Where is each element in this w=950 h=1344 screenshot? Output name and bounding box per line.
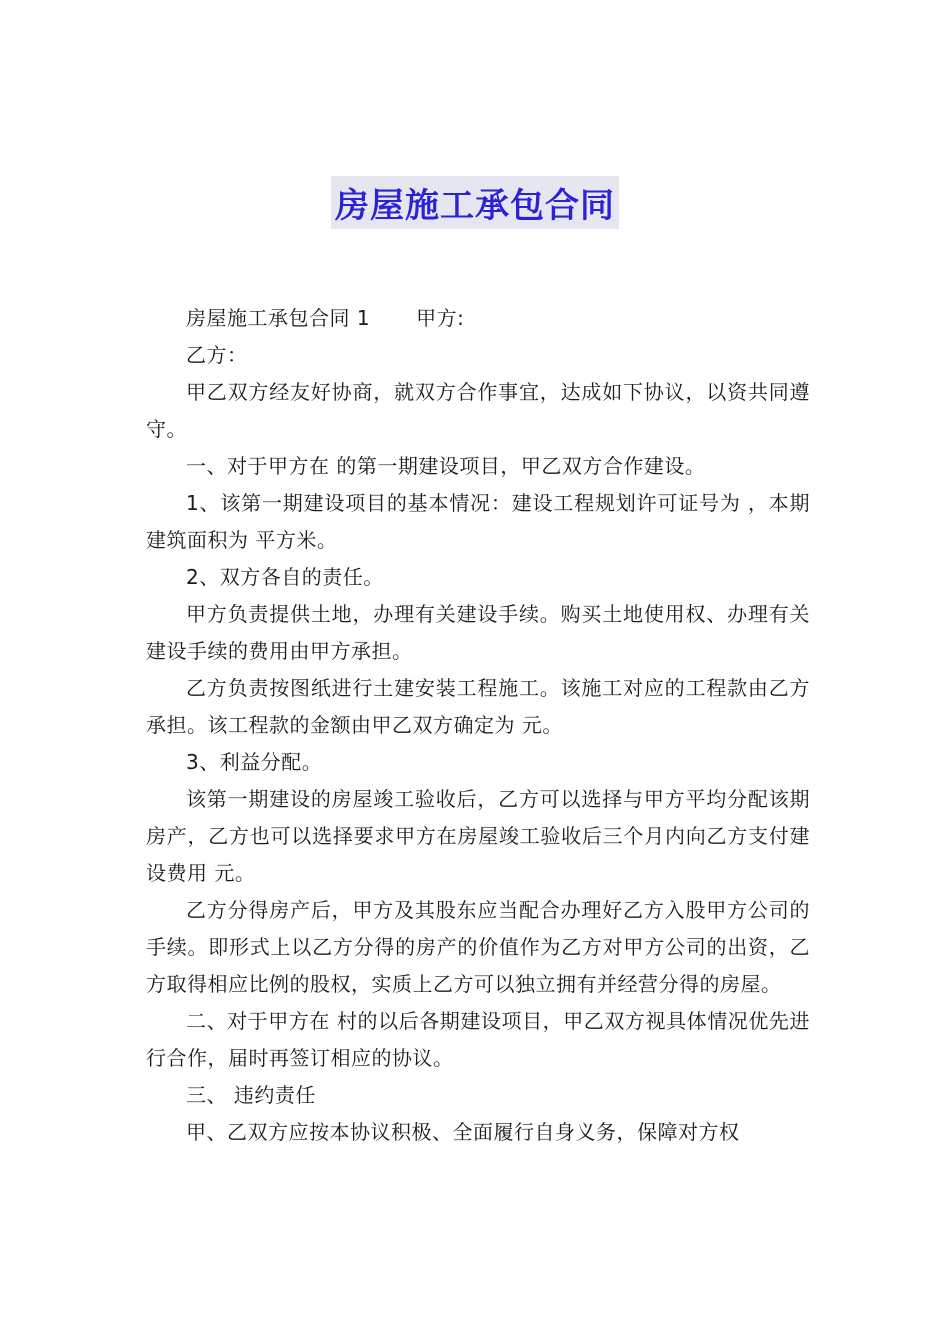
title-container (0, 176, 950, 229)
party-b-label: 乙方： (186, 343, 248, 367)
paragraph-header (146, 300, 810, 337)
paragraph: 该第一期建设的房屋竣工验收后，乙方可以选择与甲方平均分配该期房产，乙方也可以选择要求甲方在房屋竣工验收后三个月内向乙方支付建设费用 元。 (146, 787, 810, 885)
paragraph: 甲、乙双方应按本协议积极、全面履行自身义务，保障对方权 (186, 1120, 740, 1144)
party-a-label: 甲方: (416, 306, 465, 330)
section-heading: 一、对于甲方在 的第一期建设项目，甲乙双方合作建设。 (186, 454, 706, 478)
paragraph: 乙方负责按图纸进行土建安装工程施工。该施工对应的工程款由乙方承担。该工程款的金额由甲乙双方确定为 元。 (146, 676, 810, 737)
paragraph: 1、该第一期建设项目的基本情况：建设工程规划许可证号为 ，本期建筑面积为 平方米。 (146, 491, 810, 552)
paragraph: 甲乙双方经友好协商，就双方合作事宜，达成如下协议，以资共同遵守。 (146, 380, 810, 441)
paragraph: 二、对于甲方在 村的以后各期建设项目，甲乙双方视具体情况优先进行合作，届时再签订相应的协议。 (146, 1009, 810, 1070)
paragraph: 甲方负责提供土地，办理有关建设手续。购买土地使用权、办理有关建设手续的费用由甲方承担。 (146, 602, 810, 663)
paragraph: 乙方分得房产后，甲方及其股东应当配合办理好乙方入股甲方公司的手续。即形式上以乙方分得的房产的价值作为乙方对甲方公司的出资，乙方取得相应比例的股权，实质上乙方可以独立拥有并经营分得的房屋。 (146, 898, 810, 996)
section-heading: 三、 违约责任 (186, 1083, 316, 1107)
contract-subtitle: 房屋施工承包合同 1 (186, 306, 371, 330)
document-body (146, 300, 810, 1151)
section-heading: 3、利益分配。 (186, 750, 323, 774)
document-title: 房屋施工承包合同 (331, 176, 619, 229)
section-heading: 2、双方各自的责任。 (186, 565, 384, 589)
